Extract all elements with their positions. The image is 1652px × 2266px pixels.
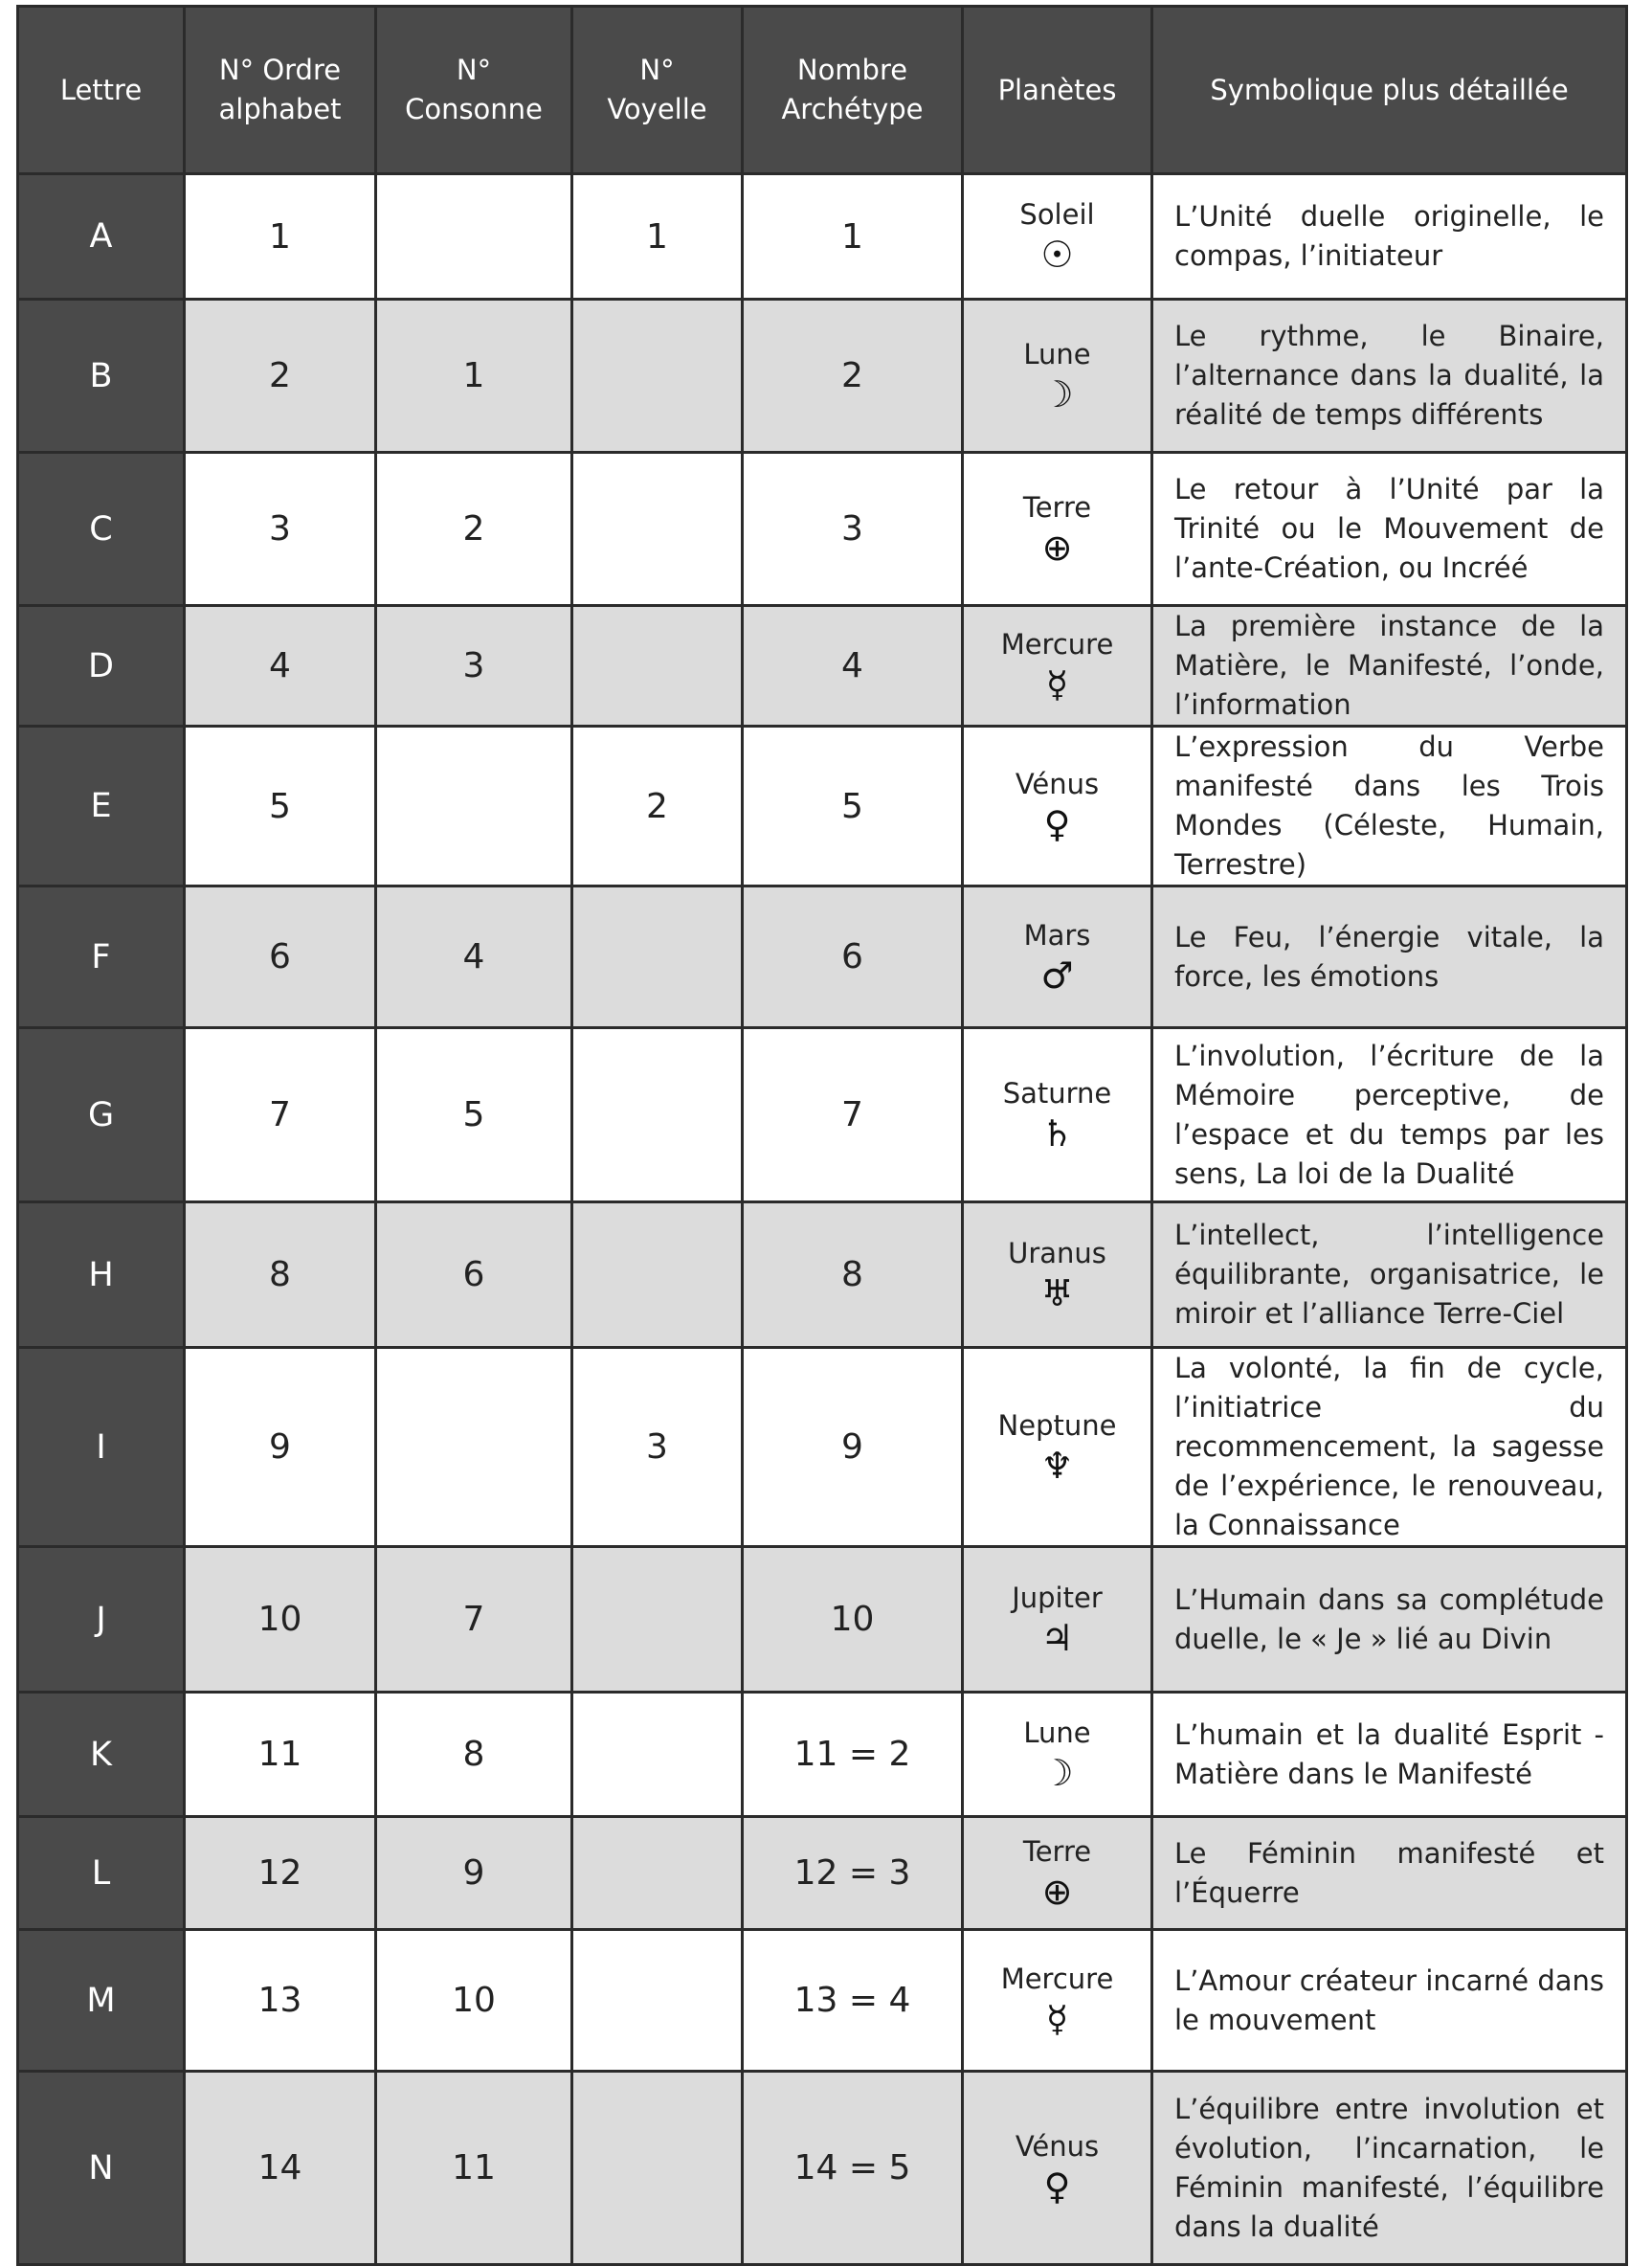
planet-name: Uranus — [1008, 1236, 1106, 1269]
planet-name: Terre — [1022, 490, 1092, 524]
table-row — [18, 453, 1627, 606]
symbolism-cell: L’Humain dans sa complétude duelle, le « Je » lié au Divin — [1152, 1547, 1627, 1693]
planet-name: Lune — [1023, 1716, 1091, 1749]
header-row — [18, 7, 1627, 174]
vowel-number-cell — [572, 2072, 743, 2265]
consonant-number-cell: 8 — [376, 1693, 572, 1817]
alphabet-order-cell: 1 — [185, 174, 376, 300]
vowel-number-cell — [572, 886, 743, 1028]
planet-cell — [963, 727, 1152, 886]
alphabet-order-cell: 5 — [185, 727, 376, 886]
planet-cell — [963, 886, 1152, 1028]
planet-cell — [963, 1028, 1152, 1202]
letter-cell: C — [18, 453, 185, 606]
planet-cell — [963, 300, 1152, 453]
alphabet-order-cell: 9 — [185, 1348, 376, 1547]
table-row — [18, 1930, 1627, 2072]
symbolism-cell: L’involution, l’écriture de la Mémoire perceptive, de l’espace et du temps par les sens, La loi de la Dualité — [1152, 1028, 1627, 1202]
planet-name: Soleil — [1019, 198, 1095, 231]
alphabet-order-cell: 13 — [185, 1930, 376, 2072]
archetype-number-cell: 5 — [743, 727, 963, 886]
archetype-number-cell: 2 — [743, 300, 963, 453]
planet-name: Neptune — [997, 1408, 1117, 1442]
alphabet-order-cell: 4 — [185, 606, 376, 727]
header-alphabet-order-line2: alphabet — [218, 93, 342, 125]
planet-name: Mercure — [1000, 1962, 1114, 1995]
header-consonant-number — [376, 7, 572, 174]
table-row — [18, 174, 1627, 300]
letter-cell: B — [18, 300, 185, 453]
moon-symbol-icon: ☽ — [1040, 1751, 1074, 1794]
symbolism-cell: Le Feu, l’énergie vitale, la force, les émotions — [1152, 886, 1627, 1028]
header-archetype-line2: Archétype — [781, 93, 924, 125]
header-vowel-line2: Voyelle — [607, 93, 707, 125]
planet-name: Mercure — [1000, 627, 1114, 661]
letter-cell: E — [18, 727, 185, 886]
planet-cell — [963, 1202, 1152, 1348]
header-vowel-line1: N° — [639, 54, 675, 86]
alphabet-order-cell: 11 — [185, 1693, 376, 1817]
symbolism-cell: L’expression du Verbe manifesté dans les Trois Mondes (Céleste, Humain, Terrestre) — [1152, 727, 1627, 886]
table-row — [18, 886, 1627, 1028]
archetype-number-cell: 9 — [743, 1348, 963, 1547]
vowel-number-cell — [572, 1028, 743, 1202]
symbolism-cell: L’intellect, l’intelligence équilibrante, organisatrice, le miroir et l’alliance Terre-Ciel — [1152, 1202, 1627, 1348]
earth-symbol-icon: ⊕ — [1041, 1870, 1073, 1913]
alphabet-order-cell: 3 — [185, 453, 376, 606]
letter-cell: I — [18, 1348, 185, 1547]
consonant-number-cell: 3 — [376, 606, 572, 727]
archetype-number-cell: 10 — [743, 1547, 963, 1693]
letter-cell: D — [18, 606, 185, 727]
archetype-number-cell: 1 — [743, 174, 963, 300]
archetype-number-cell: 14 = 5 — [743, 2072, 963, 2265]
planet-name: Lune — [1023, 337, 1091, 370]
archetype-number-cell: 13 = 4 — [743, 1930, 963, 2072]
consonant-number-cell: 11 — [376, 2072, 572, 2265]
letter-cell: M — [18, 1930, 185, 2072]
sun-symbol-icon: ☉ — [1040, 234, 1074, 276]
planet-name: Vénus — [1015, 2129, 1100, 2163]
symbolism-cell: Le retour à l’Unité par la Trinité ou le Mouvement de l’ante-Création, ou Incréé — [1152, 453, 1627, 606]
moon-symbol-icon: ☽ — [1040, 372, 1074, 415]
vowel-number-cell — [572, 453, 743, 606]
planet-cell — [963, 606, 1152, 727]
planet-cell — [963, 1348, 1152, 1547]
symbolism-cell: L’équilibre entre involution et évolution, l’incarnation, le Féminin manifesté, l’équilibre dans la dualité — [1152, 2072, 1627, 2265]
jupiter-symbol-icon: ♃ — [1040, 1616, 1074, 1659]
consonant-number-cell: 9 — [376, 1817, 572, 1930]
table-row — [18, 606, 1627, 727]
consonant-number-cell: 1 — [376, 300, 572, 453]
vowel-number-cell — [572, 300, 743, 453]
archetype-number-cell: 7 — [743, 1028, 963, 1202]
earth-symbol-icon: ⊕ — [1041, 526, 1073, 569]
planet-name: Terre — [1022, 1834, 1092, 1868]
letter-cell: K — [18, 1693, 185, 1817]
planet-name: Jupiter — [1012, 1581, 1103, 1614]
neptune-symbol-icon: ♆ — [1040, 1444, 1074, 1487]
symbolism-cell: L’Unité duelle originelle, le compas, l’initiateur — [1152, 174, 1627, 300]
table-row — [18, 1817, 1627, 1930]
uranus-symbol-icon: ♅ — [1040, 1271, 1074, 1314]
symbolism-cell: Le Féminin manifesté et l’Équerre — [1152, 1817, 1627, 1930]
planet-cell — [963, 1547, 1152, 1693]
planet-cell — [963, 1817, 1152, 1930]
table-row — [18, 1547, 1627, 1693]
consonant-number-cell — [376, 174, 572, 300]
letter-cell: F — [18, 886, 185, 1028]
alphabet-order-cell: 6 — [185, 886, 376, 1028]
header-archetype-number — [743, 7, 963, 174]
alphabet-order-cell: 10 — [185, 1547, 376, 1693]
planet-name: Mars — [1023, 918, 1091, 952]
archetype-number-cell: 3 — [743, 453, 963, 606]
consonant-number-cell: 7 — [376, 1547, 572, 1693]
planet-cell — [963, 1693, 1152, 1817]
consonant-number-cell: 4 — [376, 886, 572, 1028]
table-row — [18, 1028, 1627, 1202]
planet-cell — [963, 174, 1152, 300]
saturn-symbol-icon: ♄ — [1040, 1111, 1074, 1155]
symbolism-cell: La volonté, la fin de cycle, l’initiatrice du recommencement, la sagesse de l’expérience, le renouveau, la Connaissance — [1152, 1348, 1627, 1547]
planet-cell — [963, 453, 1152, 606]
symbolism-cell: L’Amour créateur incarné dans le mouvement — [1152, 1930, 1627, 2072]
vowel-number-cell — [572, 606, 743, 727]
letter-cell: G — [18, 1028, 185, 1202]
letter-cell: L — [18, 1817, 185, 1930]
consonant-number-cell — [376, 727, 572, 886]
table-row — [18, 1693, 1627, 1817]
header-planets: Planètes — [963, 7, 1152, 174]
symbolism-cell: Le rythme, le Binaire, l’alternance dans la dualité, la réalité de temps différents — [1152, 300, 1627, 453]
symbolism-cell: La première instance de la Matière, le Manifesté, l’onde, l’information — [1152, 606, 1627, 727]
header-vowel-number — [572, 7, 743, 174]
consonant-number-cell: 6 — [376, 1202, 572, 1348]
planet-cell — [963, 2072, 1152, 2265]
table-row — [18, 2072, 1627, 2265]
letter-cell: N — [18, 2072, 185, 2265]
letter-cell: H — [18, 1202, 185, 1348]
vowel-number-cell: 3 — [572, 1348, 743, 1547]
mercury-symbol-icon: ☿ — [1045, 1997, 1069, 2040]
archetype-number-cell: 12 = 3 — [743, 1817, 963, 1930]
consonant-number-cell: 2 — [376, 453, 572, 606]
table-row — [18, 727, 1627, 886]
header-alphabet-order — [185, 7, 376, 174]
header-letter: Lettre — [18, 7, 185, 174]
letters-table — [16, 5, 1628, 2266]
vowel-number-cell — [572, 1202, 743, 1348]
alphabet-order-cell: 12 — [185, 1817, 376, 1930]
consonant-number-cell: 5 — [376, 1028, 572, 1202]
vowel-number-cell — [572, 1693, 743, 1817]
venus-symbol-icon: ♀ — [1043, 803, 1071, 845]
venus-symbol-icon: ♀ — [1043, 2165, 1071, 2208]
mercury-symbol-icon: ☿ — [1045, 662, 1069, 706]
header-archetype-line1: Nombre — [796, 54, 908, 86]
archetype-number-cell: 11 = 2 — [743, 1693, 963, 1817]
alphabet-order-cell: 14 — [185, 2072, 376, 2265]
header-consonant-line2: Consonne — [405, 93, 543, 125]
archetype-number-cell: 4 — [743, 606, 963, 727]
vowel-number-cell — [572, 1930, 743, 2072]
consonant-number-cell — [376, 1348, 572, 1547]
table-row — [18, 300, 1627, 453]
vowel-number-cell: 1 — [572, 174, 743, 300]
header-symbolism: Symbolique plus détaillée — [1152, 7, 1627, 174]
archetype-number-cell: 6 — [743, 886, 963, 1028]
alphabet-order-cell: 2 — [185, 300, 376, 453]
letter-cell: A — [18, 174, 185, 300]
alphabet-order-cell: 7 — [185, 1028, 376, 1202]
vowel-number-cell: 2 — [572, 727, 743, 886]
alphabet-order-cell: 8 — [185, 1202, 376, 1348]
table-row — [18, 1202, 1627, 1348]
mars-symbol-icon: ♂ — [1040, 954, 1074, 997]
header-alphabet-order-line1: N° Ordre — [218, 54, 342, 86]
header-consonant-line1: N° — [456, 54, 492, 86]
consonant-number-cell: 10 — [376, 1930, 572, 2072]
vowel-number-cell — [572, 1817, 743, 1930]
archetype-number-cell: 8 — [743, 1202, 963, 1348]
planet-name: Vénus — [1015, 768, 1100, 800]
table-row — [18, 1348, 1627, 1547]
letter-cell: J — [18, 1547, 185, 1693]
vowel-number-cell — [572, 1547, 743, 1693]
planet-cell — [963, 1930, 1152, 2072]
planet-name: Saturne — [1002, 1076, 1112, 1110]
symbolism-cell: L’humain et la dualité Esprit - Matière dans le Manifesté — [1152, 1693, 1627, 1817]
